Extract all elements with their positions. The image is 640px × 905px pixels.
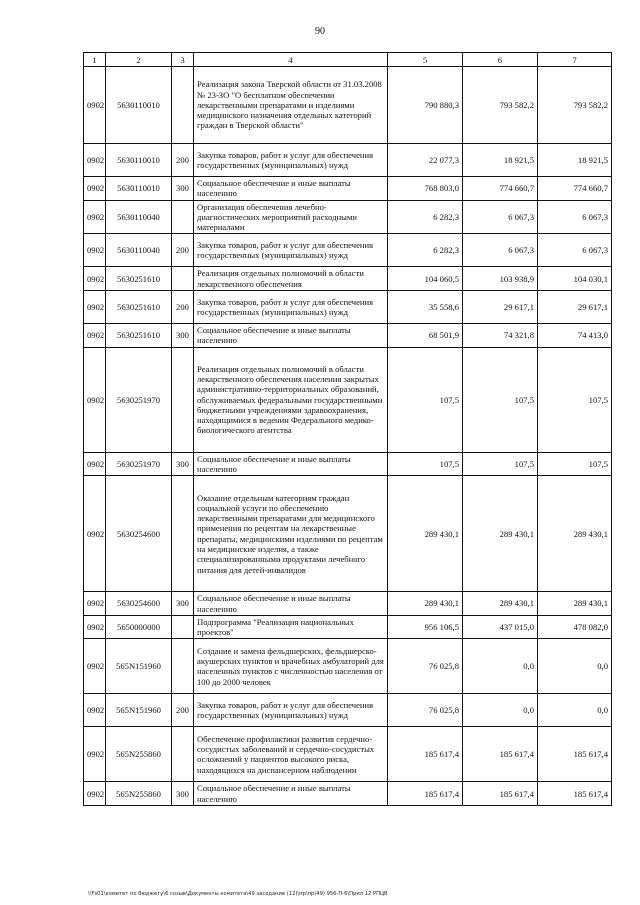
table-row (84, 727, 612, 782)
table-row (84, 144, 612, 177)
table-row (84, 639, 612, 694)
section-code-cell: 0902 (84, 324, 106, 348)
table-row (84, 291, 612, 324)
target-article-cell: 5630251610 (106, 267, 172, 291)
amount-year1-cell: 107,5 (388, 347, 463, 452)
target-article-cell: 5630110040 (106, 234, 172, 267)
expense-type-cell: 300 (172, 782, 194, 806)
budget-table (83, 52, 612, 806)
item-name-cell: Социальное обеспечение и иные выплаты населению (194, 782, 388, 806)
item-name-cell: Создание и замена фельдшерских, фельдшерско-акушерских пунктов и врачебных амбулаторий для населенных пунктов с численностью населения от 100 до 2000 человек (194, 639, 388, 694)
amount-year3-cell: 0,0 (538, 694, 612, 727)
amount-year2-cell: 793 582,2 (463, 67, 538, 144)
target-article-cell: 565N151960 (106, 694, 172, 727)
amount-year3-cell: 793 582,2 (538, 67, 612, 144)
item-name-cell: Организация обеспечения лечебно-диагностических мероприятий расходными материалами (194, 200, 388, 234)
section-code-cell: 0902 (84, 639, 106, 694)
section-code-cell: 0902 (84, 592, 106, 616)
amount-year3-cell: 289 430,1 (538, 592, 612, 616)
expense-type-cell: 200 (172, 144, 194, 177)
table-row (84, 452, 612, 476)
section-code-cell: 0902 (84, 452, 106, 476)
column-header: 5 (388, 53, 463, 67)
expense-type-cell (172, 67, 194, 144)
item-name-cell: Закупка товаров, работ и услуг для обеспечения государственных (муниципальных) нужд (194, 234, 388, 267)
amount-year3-cell: 185 617,4 (538, 782, 612, 806)
section-code-cell: 0902 (84, 234, 106, 267)
amount-year2-cell: 6 067,3 (463, 200, 538, 234)
item-name-cell: Социальное обеспечение и иные выплаты населению (194, 177, 388, 201)
section-code-cell: 0902 (84, 144, 106, 177)
section-code-cell: 0902 (84, 476, 106, 592)
amount-year3-cell: 18 921,5 (538, 144, 612, 177)
amount-year1-cell: 35 558,6 (388, 291, 463, 324)
table-row (84, 476, 612, 592)
item-name-cell: Реализация закона Тверской области от 31.03.2008 № 23-ЗО "О бесплатном обеспечении лекарственными препаратами и изделиями медицинского назначения отдельных категорий граждан в Тверской области" (194, 67, 388, 144)
item-name-cell: Обеспечение профилактики развития сердечно-сосудистых заболеваний и сердечно-сосудистых осложнений у пациентов высокого риска, находящихся на диспансерном наблюдении (194, 727, 388, 782)
column-header: 6 (463, 53, 538, 67)
item-name-cell: Закупка товаров, работ и услуг для обеспечения государственных (муниципальных) нужд (194, 144, 388, 177)
amount-year1-cell: 68 501,9 (388, 324, 463, 348)
amount-year2-cell: 289 430,1 (463, 592, 538, 616)
target-article-cell: 5630110040 (106, 200, 172, 234)
column-header: 1 (84, 53, 106, 67)
section-code-cell: 0902 (84, 615, 106, 639)
table-row (84, 592, 612, 616)
item-name-cell: Закупка товаров, работ и услуг для обеспечения государственных (муниципальных) нужд (194, 694, 388, 727)
amount-year2-cell: 185 617,4 (463, 782, 538, 806)
amount-year3-cell: 478 082,0 (538, 615, 612, 639)
column-header: 4 (194, 53, 388, 67)
amount-year2-cell: 0,0 (463, 639, 538, 694)
column-header: 7 (538, 53, 612, 67)
amount-year2-cell: 18 921,5 (463, 144, 538, 177)
table-row (84, 67, 612, 144)
amount-year2-cell: 6 067,3 (463, 234, 538, 267)
page-number: 90 (315, 26, 325, 37)
section-code-cell: 0902 (84, 67, 106, 144)
amount-year3-cell: 185 617,4 (538, 727, 612, 782)
amount-year3-cell: 6 067,3 (538, 200, 612, 234)
target-article-cell: 565N151960 (106, 639, 172, 694)
amount-year3-cell: 104 030,1 (538, 267, 612, 291)
amount-year2-cell: 74 321,8 (463, 324, 538, 348)
amount-year2-cell: 774 660,7 (463, 177, 538, 201)
item-name-cell: Реализация отдельных полномочий в области лекарственного обеспечения населения закрытых административно-территориальных образований, обслуживаемых федеральными государственными бюджетными учреждениями здравоохранения, находящимися в ведении Федерального медико-биологического агентства (194, 347, 388, 452)
expense-type-cell: 300 (172, 177, 194, 201)
item-name-cell: Оказание отдельным категориям граждан социальной услуги по обеспечению лекарственными препаратами для медицинского применения по рецептам на лекарственные препараты, медицинскими изделиями по рецептам на медицинские изделия, а также специализированными продуктами лечебного питания для детей-инвалидов (194, 476, 388, 592)
target-article-cell: 5630254600 (106, 476, 172, 592)
table-row (84, 177, 612, 201)
table-row (84, 200, 612, 234)
table-row (84, 234, 612, 267)
section-code-cell: 0902 (84, 694, 106, 727)
expense-type-cell (172, 347, 194, 452)
table-row (84, 267, 612, 291)
amount-year1-cell: 768 803,0 (388, 177, 463, 201)
item-name-cell: Социальное обеспечение и иные выплаты населению (194, 592, 388, 616)
section-code-cell: 0902 (84, 347, 106, 452)
item-name-cell: Социальное обеспечение и иные выплаты населению (194, 452, 388, 476)
section-code-cell: 0902 (84, 782, 106, 806)
amount-year1-cell: 289 430,1 (388, 476, 463, 592)
expense-type-cell (172, 639, 194, 694)
amount-year2-cell: 107,5 (463, 452, 538, 476)
target-article-cell: 5630110010 (106, 177, 172, 201)
section-code-cell: 0902 (84, 291, 106, 324)
amount-year3-cell: 289 430,1 (538, 476, 612, 592)
amount-year3-cell: 107,5 (538, 347, 612, 452)
section-code-cell: 0902 (84, 267, 106, 291)
amount-year2-cell: 103 938,9 (463, 267, 538, 291)
item-name-cell: Социальное обеспечение и иные выплаты населению (194, 324, 388, 348)
amount-year1-cell: 76 025,8 (388, 639, 463, 694)
section-code-cell: 0902 (84, 177, 106, 201)
expense-type-cell (172, 267, 194, 291)
table-body (84, 67, 612, 806)
expense-type-cell: 300 (172, 592, 194, 616)
expense-type-cell: 300 (172, 324, 194, 348)
footer-file-path: \\Fs01\комитет по бюджету\6 созыв\Документы комитета\49 заседание (12)\пр\пр(49) 956-П-6\Прил 12 РПЦВ (88, 891, 388, 897)
column-header: 3 (172, 53, 194, 67)
table-row (84, 782, 612, 806)
section-code-cell: 0902 (84, 727, 106, 782)
expense-type-cell: 200 (172, 234, 194, 267)
amount-year1-cell: 956 106,5 (388, 615, 463, 639)
section-code-cell: 0902 (84, 200, 106, 234)
expense-type-cell (172, 727, 194, 782)
amount-year1-cell: 185 617,4 (388, 782, 463, 806)
amount-year1-cell: 104 060,5 (388, 267, 463, 291)
item-name-cell: Закупка товаров, работ и услуг для обеспечения государственных (муниципальных) нужд (194, 291, 388, 324)
amount-year2-cell: 437 015,0 (463, 615, 538, 639)
amount-year2-cell: 29 617,1 (463, 291, 538, 324)
expense-type-cell: 200 (172, 291, 194, 324)
amount-year1-cell: 76 025,8 (388, 694, 463, 727)
table-header-row (84, 53, 612, 67)
item-name-cell: Реализация отдельных полномочий в области лекарственного обеспечения (194, 267, 388, 291)
target-article-cell: 5630251970 (106, 452, 172, 476)
target-article-cell: 565N255860 (106, 782, 172, 806)
amount-year1-cell: 6 282,3 (388, 234, 463, 267)
target-article-cell: 5630110010 (106, 144, 172, 177)
expense-type-cell: 300 (172, 452, 194, 476)
item-name-cell: Подпрограмма "Реализация национальных проектов" (194, 615, 388, 639)
amount-year2-cell: 289 430,1 (463, 476, 538, 592)
amount-year3-cell: 774 660,7 (538, 177, 612, 201)
amount-year3-cell: 107,5 (538, 452, 612, 476)
amount-year1-cell: 6 282,3 (388, 200, 463, 234)
target-article-cell: 565N255860 (106, 727, 172, 782)
target-article-cell: 5630110010 (106, 67, 172, 144)
target-article-cell: 5630251970 (106, 347, 172, 452)
target-article-cell: 5630254600 (106, 592, 172, 616)
expense-type-cell (172, 615, 194, 639)
target-article-cell: 5650000000 (106, 615, 172, 639)
amount-year1-cell: 289 430,1 (388, 592, 463, 616)
amount-year2-cell: 185 617,4 (463, 727, 538, 782)
column-header: 2 (106, 53, 172, 67)
amount-year3-cell: 0,0 (538, 639, 612, 694)
table-row (84, 615, 612, 639)
amount-year3-cell: 6 067,3 (538, 234, 612, 267)
table-row (84, 694, 612, 727)
amount-year1-cell: 107,5 (388, 452, 463, 476)
amount-year1-cell: 185 617,4 (388, 727, 463, 782)
expense-type-cell (172, 200, 194, 234)
expense-type-cell: 200 (172, 694, 194, 727)
amount-year2-cell: 107,5 (463, 347, 538, 452)
amount-year1-cell: 22 077,3 (388, 144, 463, 177)
amount-year3-cell: 74 413,0 (538, 324, 612, 348)
expense-type-cell (172, 476, 194, 592)
amount-year2-cell: 0,0 (463, 694, 538, 727)
table-row (84, 324, 612, 348)
table-row (84, 347, 612, 452)
target-article-cell: 5630251610 (106, 291, 172, 324)
amount-year1-cell: 790 880,3 (388, 67, 463, 144)
amount-year3-cell: 29 617,1 (538, 291, 612, 324)
target-article-cell: 5630251610 (106, 324, 172, 348)
